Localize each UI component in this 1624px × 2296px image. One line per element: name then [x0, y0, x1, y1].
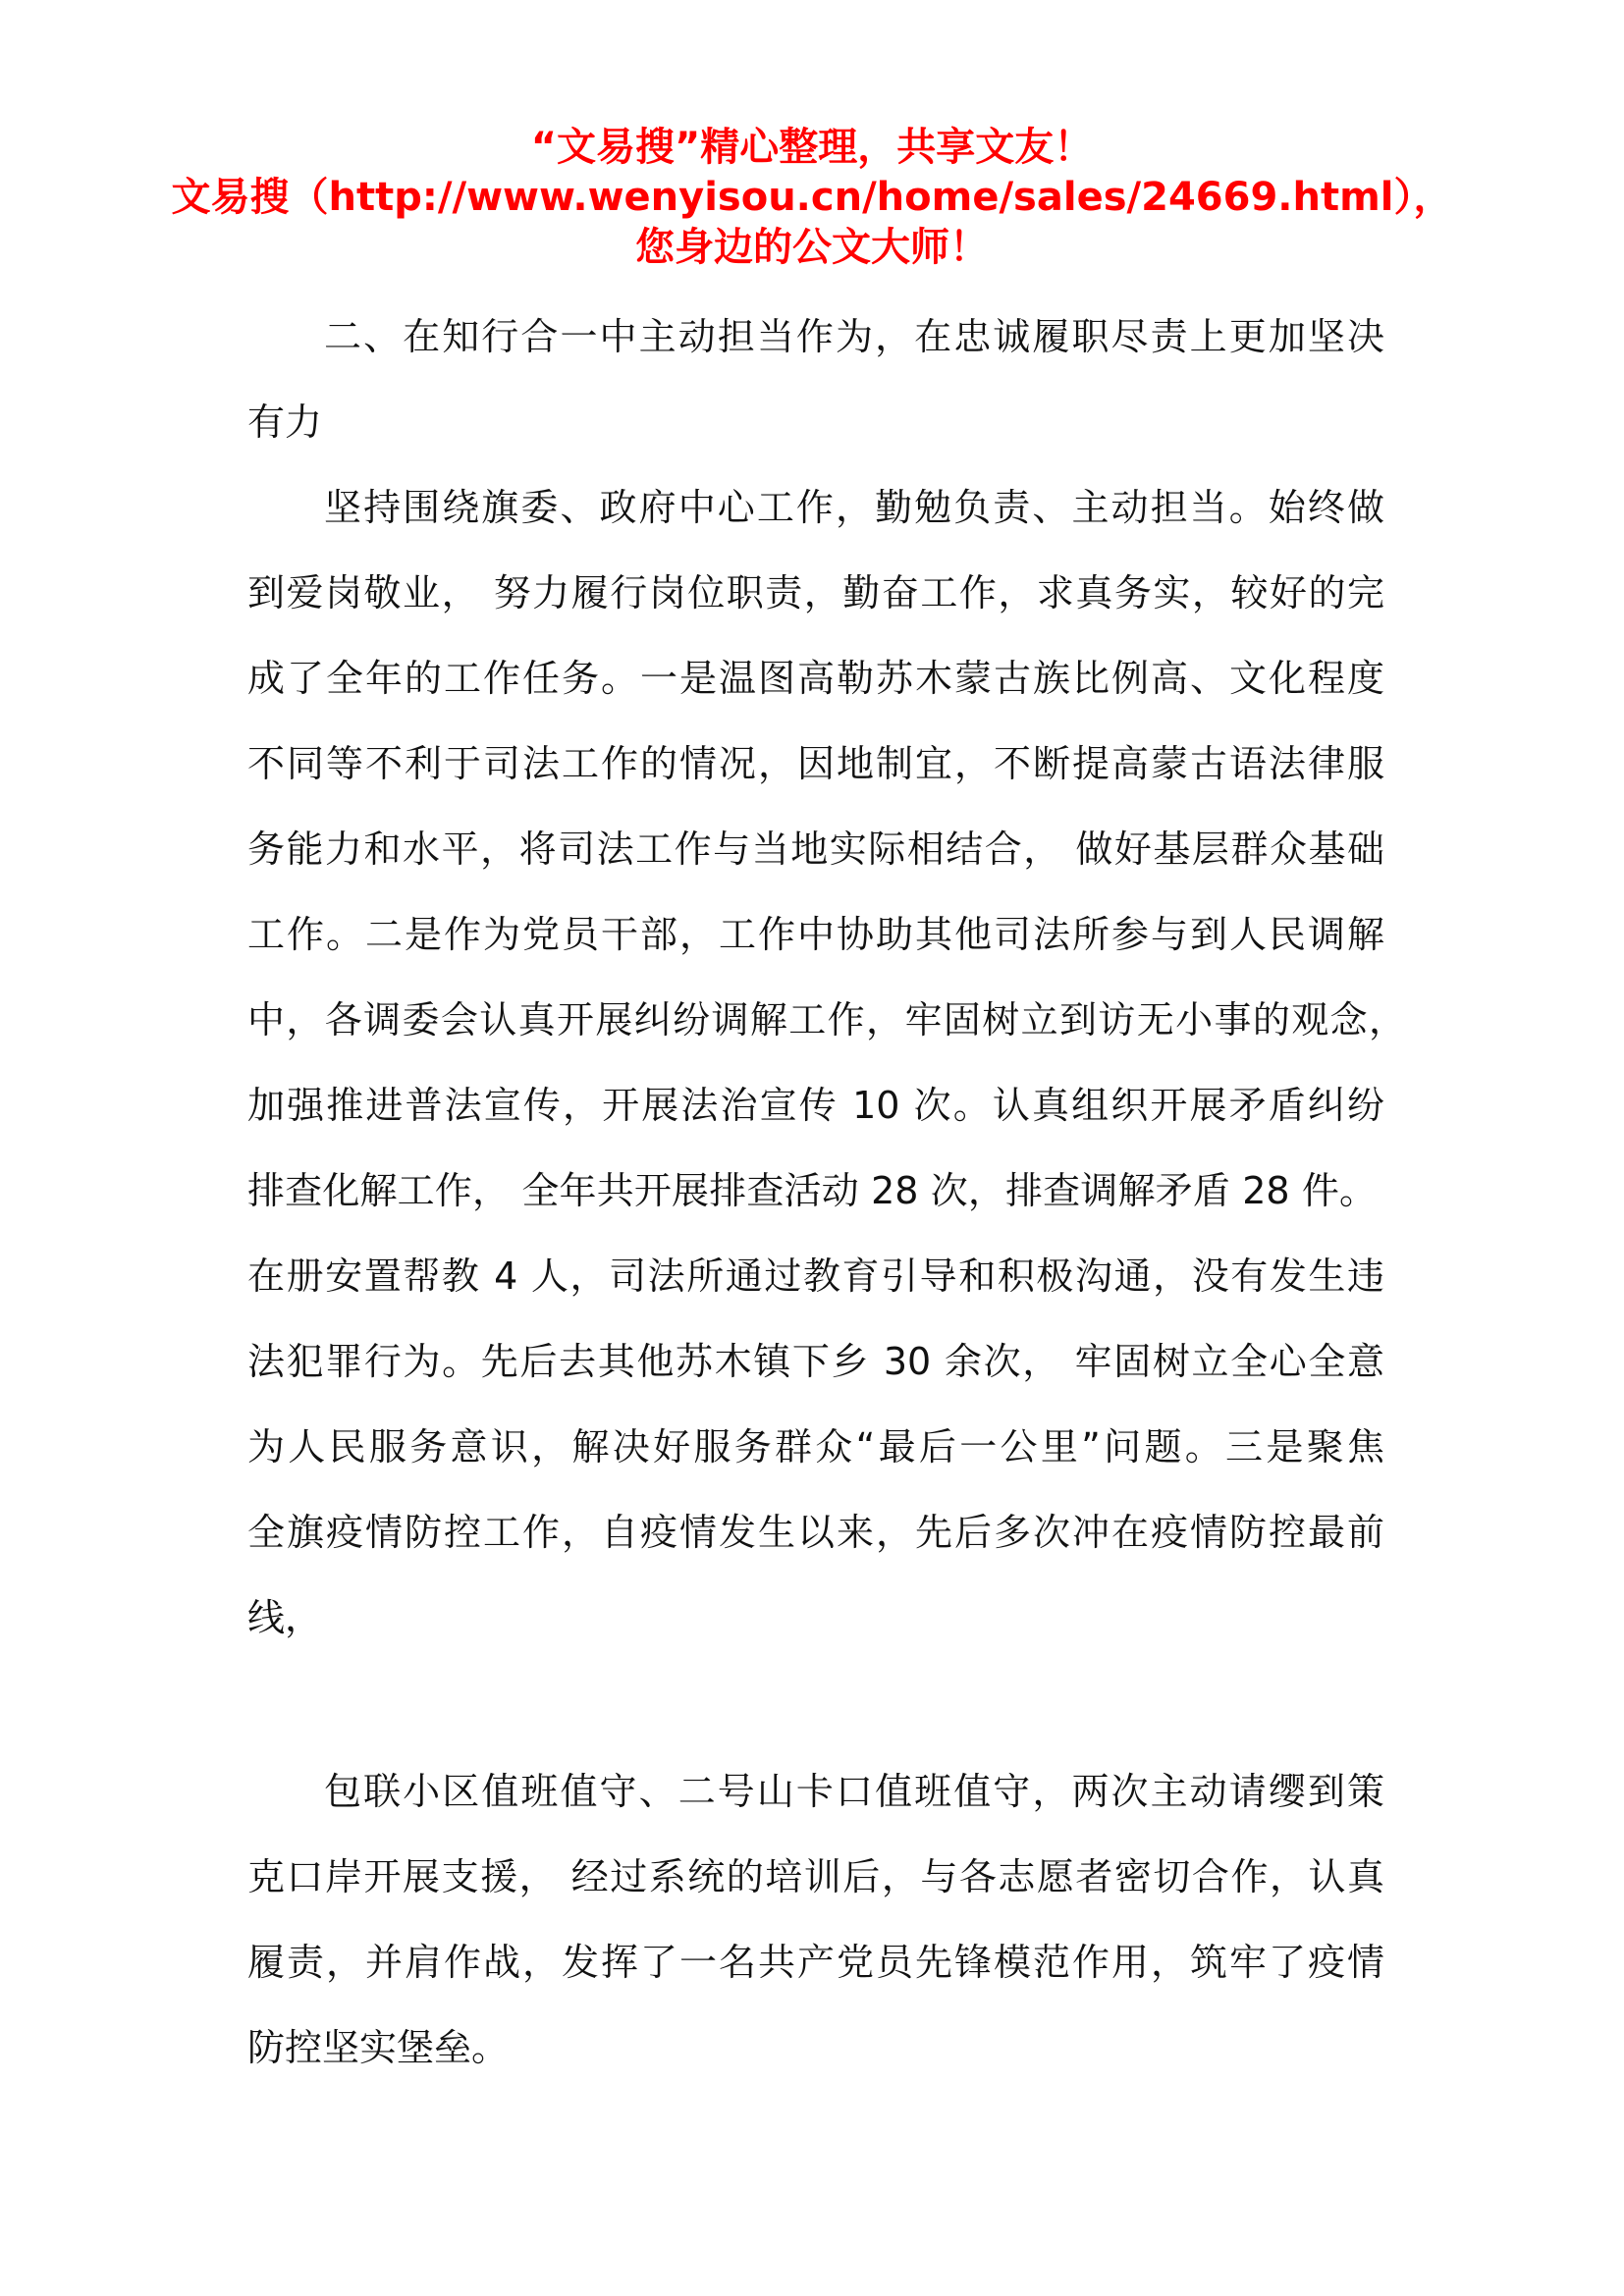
section-heading-line: 有力: [247, 400, 323, 444]
paragraph-line: 在册安置帮教 4 人，司法所通过教育引导和积极沟通，没有发生违: [247, 1255, 1384, 1298]
paragraph-line: 防控坚实堡垒。: [247, 2026, 510, 2069]
promo-line-3: 您身边的公文大师！: [635, 225, 989, 270]
paragraph-line: 工作。二是作为党员干部，工作中协助其他司法所参与到人民调解: [247, 913, 1384, 956]
promo-line-2-link[interactable]: 文易搜（http://www.wenyisou.cn/home/sales/24669.html），: [171, 175, 1453, 220]
section-heading-line: 二、在知行合一中主动担当作为，在忠诚履职尽责上更加坚决: [324, 315, 1384, 358]
paragraph-line: 全旗疫情防控工作，自疫情发生以来，先后多次冲在疫情防控最前: [247, 1511, 1384, 1554]
paragraph-line: 线，: [247, 1596, 323, 1639]
paragraph-line: 加强推进普法宣传，开展法治宣传 10 次。认真组织开展矛盾纠纷: [247, 1084, 1384, 1127]
paragraph-line: 到爱岗敬业， 努力履行岗位职责，勤奋工作，求真务实，较好的完: [247, 571, 1384, 614]
paragraph-line: 坚持围绕旗委、政府中心工作，勤勉负责、主动担当。始终做: [324, 486, 1384, 529]
paragraph-line: 成了全年的工作任务。一是温图高勒苏木蒙古族比例高、文化程度: [247, 657, 1384, 700]
paragraph-line: 克口岸开展支援， 经过系统的培训后，与各志愿者密切合作，认真: [247, 1855, 1384, 1898]
paragraph-line: 务能力和水平，将司法工作与当地实际相结合， 做好基层群众基础: [247, 828, 1384, 871]
paragraph-line: 不同等不利于司法工作的情况，因地制宜，不断提高蒙古语法律服: [247, 742, 1384, 785]
promo-line-1: “文易搜”精心整理，共享文友！: [530, 125, 1094, 170]
paragraph-line: 为人民服务意识，解决好服务群众“最后一公里”问题。三是聚焦: [247, 1425, 1384, 1468]
paragraph-line: 排查化解工作， 全年共开展排查活动 28 次，排查调解矛盾 28 件。: [247, 1169, 1377, 1212]
paragraph-line: 包联小区值班值守、二号山卡口值班值守，两次主动请缨到策: [324, 1770, 1384, 1813]
paragraph-line: 履责，并肩作战，发挥了一名共产党员先锋模范作用，筑牢了疫情: [247, 1941, 1384, 1984]
paragraph-line: 法犯罪行为。先后去其他苏木镇下乡 30 余次， 牢固树立全心全意: [247, 1340, 1384, 1383]
paragraph-line: 中，各调委会认真开展纠纷调解工作，牢固树立到访无小事的观念，: [247, 998, 1406, 1041]
